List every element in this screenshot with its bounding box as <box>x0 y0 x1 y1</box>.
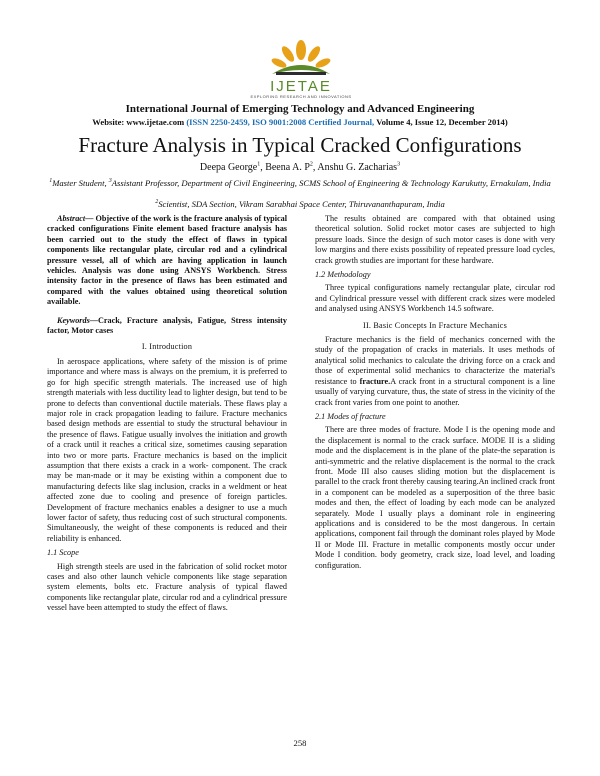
subsection-heading-modes: 2.1 Modes of fracture <box>315 411 386 421</box>
affiliation-1-part1: Master Student, <box>52 178 107 188</box>
section-heading-basic-concepts: II. Basic Concepts In Fracture Mechanics <box>363 320 507 330</box>
author-1: Deepa George <box>199 162 258 173</box>
abstract <box>47 214 287 308</box>
affiliation-2-text: Scientist, SDA Section, Vikram Sarabhai Space Center, Thiruvananthapuram, India <box>158 199 445 209</box>
subsection-heading-methodology: 1.2 Methodology <box>315 270 371 280</box>
affiliation-1-part2: Assistant Professor, Department of Civil Engineering, SCMS School of Engineering & Technology Karukutty, Ernakulam, India <box>111 178 551 188</box>
author-1-sup: 1 <box>257 161 261 168</box>
introduction-paragraph: In aerospace applications, where safety of the mission is of prime importance and where mass is always on the premium, it is preferred to go for high specific strength materials. The increased use of high strength materials with less ductility lead to lighter design, but tend to be prone to defects than conventional ductile materials. These flaws play a major role in crack propagation leading to failure. Fracture mechanics based design methods are essential to study the structural behaviour in the presence of flaws. Fatigue usually involves the initiation and growth of a crack until it reaches a critical size, sometimes causing separation into two or more parts. Fracture mechanics is based on the implicit assumption that there exists a crack in a work- component. The crack may be man-made or it may be existing within a component due to manufacturing defects like slag inclusion, cracks in a weldment or heat affected zone due to cooling and presence of foreign particles. Development of fracture mechanics enables a designer to use a much lower factor of safety, thus reducing cost of such structural components. Simultaneously, the weight of these components is reduced and their reliability is enhanced. <box>47 356 287 543</box>
author-list: Deepa George$^1$, Beena A. $P^2$, Anshu G. Zacharias$^3$ <box>199 161 401 173</box>
website-line <box>0 117 600 127</box>
website-link[interactable]: Website: www.ijetae.com <box>92 117 185 127</box>
keywords-text: Crack, Fracture analysis, Fatigue, Stress intensity factor, Motor cases <box>47 315 287 336</box>
basic-text-bold: fracture. <box>359 376 391 386</box>
page-number: 258 <box>293 738 307 748</box>
journal-title: International Journal of Emerging Technology and Advanced Engineering <box>125 103 475 115</box>
subsection-heading-scope: 1.1 Scope <box>47 548 79 558</box>
basic-text-after: A crack front in a structural component is a line usually of varying curvature, thus, the state of stress in the vicinity of the crack front varies from one point to another. <box>315 376 555 407</box>
abstract-label: Abstract— <box>57 214 94 223</box>
author-2: Beena A. P <box>265 162 310 173</box>
section-heading-introduction: I. Introduction <box>141 342 193 352</box>
affiliation-1-sup: 1 <box>49 178 53 185</box>
left-column <box>47 214 287 614</box>
affiliation-1-sup2: 3 <box>108 178 112 185</box>
author-2-sup: 2 <box>309 161 313 168</box>
issn-text: (ISSN 2250-2459, ISO 9001:2008 Certified Journal, <box>186 117 375 127</box>
basic-concepts-paragraph <box>315 335 555 408</box>
volume-text: Volume 4, Issue 12, December 2014) <box>376 117 508 127</box>
paper-title: Fracture Analysis in Typical Cracked Configurations <box>78 133 522 157</box>
keywords <box>47 316 287 337</box>
logo-tagline: EXPLORING RESEARCH AND INNOVATIONS <box>250 94 352 99</box>
logo-wordmark: IJETAE <box>270 78 332 95</box>
affiliation-1 <box>40 178 560 189</box>
basic-text-before: Fracture mechanics is the field of mechanics concerned with the study of the propagation of cracks in materials. It uses methods of analytical solid mechanics to calculate the driving force on a crack and those of experimental solid mechanics to characterize the material's resistance to <box>315 335 555 386</box>
keywords-label: Keywords— <box>57 315 98 325</box>
affiliation-2 <box>40 199 560 210</box>
right-column <box>315 214 555 571</box>
author-3-sup: 3 <box>397 161 401 168</box>
abstract-text: Objective of the work is the fracture analysis of typical cracked configurations Finite element based fracture analysis has been carried out to the study the effect of flaws in typical components like rectangular plate, circular rod and a cylindrical pressure vessel, all of which are having application in launch vehicles. Analysis was done using ANSYS Workbench. Stress intensity factor in the presence of flaws has been estimated and compared with the values obtained using theoretical solution available. <box>47 214 287 307</box>
methodology-paragraph: Three typical configurations namely rectangular plate, circular rod and Cylindrical pressure vessel with different crack sizes were modeled and analysed using ANSYS Workbench 14.5 software. <box>315 283 555 314</box>
modes-paragraph: There are three modes of fracture. Mode I is the opening mode and the displacement is normal to the crack surface. MODE II is a sliding mode and the displacement is in the plane of the plate-the separation is anti-symmetric and the relative displacement is the normal to the crack front. Mode III also causes sliding motion but the displacement is parallel to the crack front thereby causing tearing.An inclined crack front in a component can be modeled as a superposition of the three basic modes and then, the effect of loading by each mode can be analyzed separately. Mode I usually plays a dominant role in engineering applications and is considered to be the most dangerous. In certain applications, component fail through the dominant roles played by Mode II or Mode III. Fracture in metallic components mostly occur under Mode I condition. body geometry, crack size, load level, and loading configuration. <box>315 425 555 570</box>
author-3: Anshu G. Zacharias <box>317 162 398 173</box>
results-paragraph: The results obtained are compared with that obtained using theoretical solution. Solid rocket motor cases are subjected to high pressure loads. Since the design of such motor cases is done with very low margins and there exists possibility of repeated pressure load cycles, crack growth studies are important for these hardware. <box>315 214 555 265</box>
affiliation-2-sup: 2 <box>155 199 159 206</box>
scope-paragraph: High strength steels are used in the fabrication of solid rocket motor cases and also other launch vehicle components like stage separation system elements, bolts etc. Fracture analysis of typical flawed components like rectangular plate, circular rod and a cylindrical pressure vessel have been attempted to study the effect of flaws. <box>47 561 287 613</box>
